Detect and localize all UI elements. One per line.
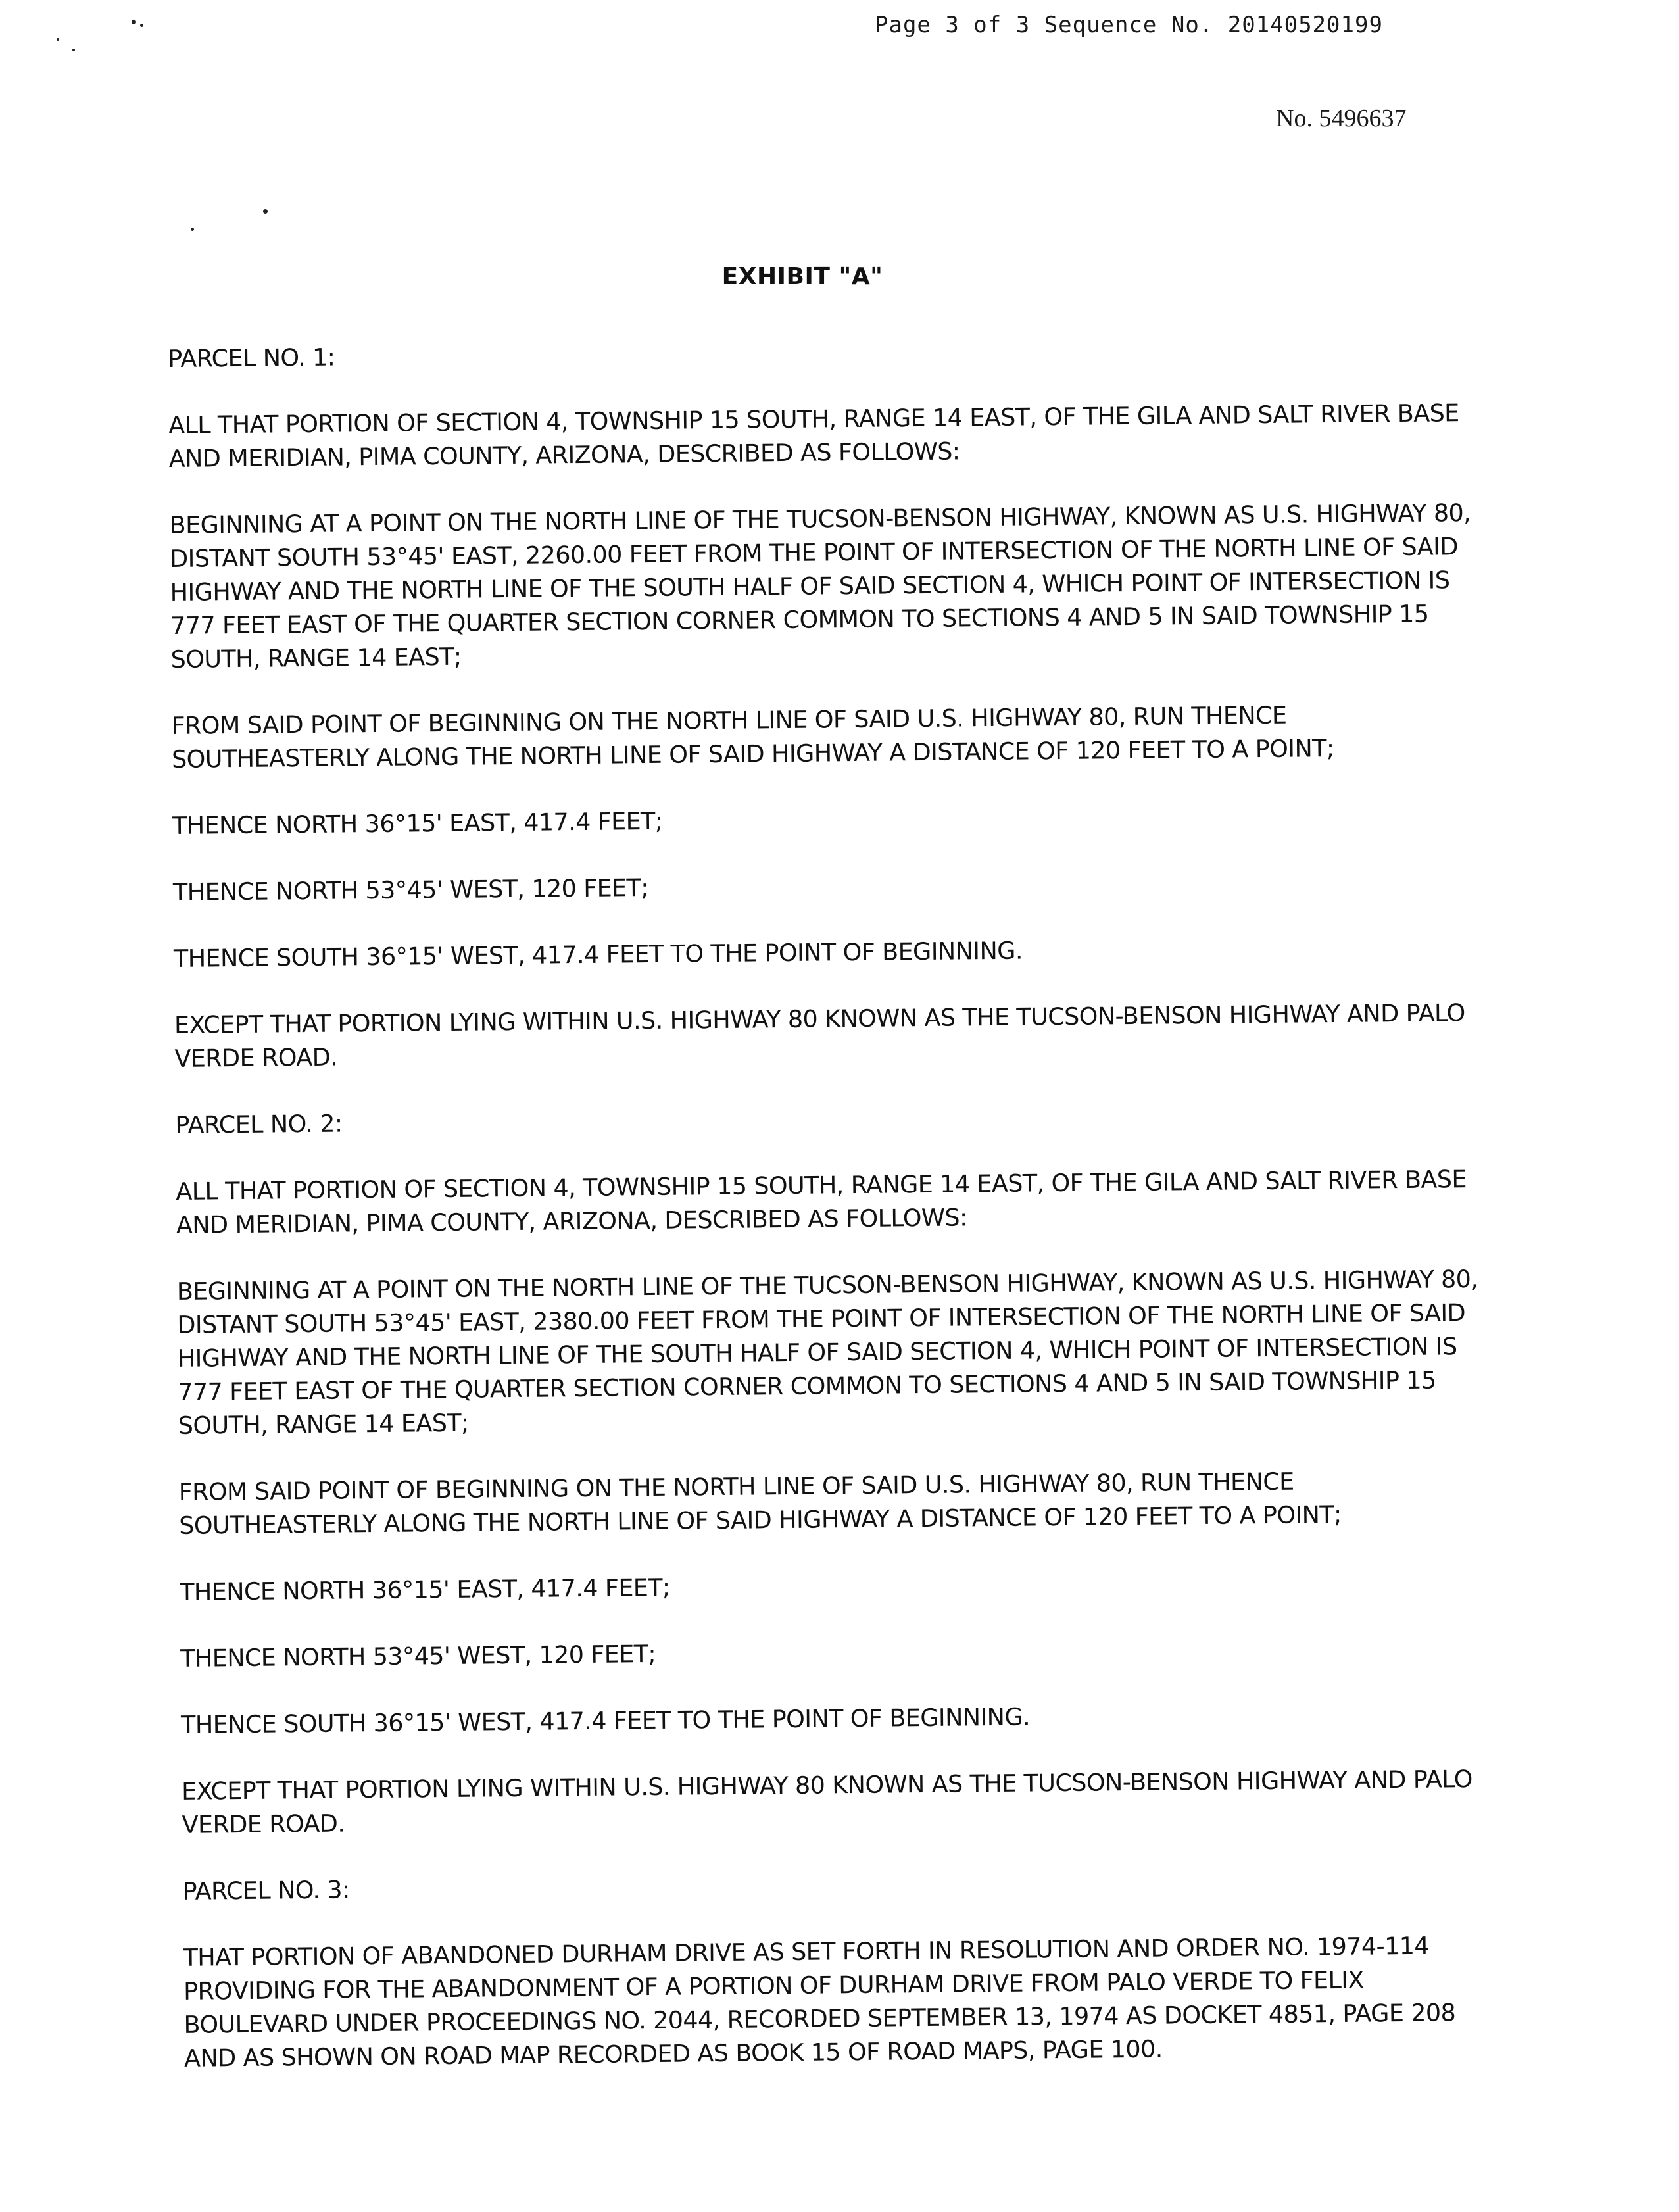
scan-speck xyxy=(72,49,75,51)
parcel-paragraph: THENCE NORTH 36°15' EAST, 417.4 FEET; xyxy=(180,1573,670,1606)
parcel-paragraph: THENCE NORTH 36°15' EAST, 417.4 FEET; xyxy=(172,806,663,840)
scan-speck xyxy=(263,209,268,214)
parcel-paragraph: EXCEPT THAT PORTION LYING WITHIN U.S. HIGHWAY 80 KNOWN AS THE TUCSON-BENSON HIGHWAY AND PALO VERDE ROAD. xyxy=(174,998,1465,1073)
scan-speck xyxy=(132,20,136,24)
legal-description xyxy=(168,330,1487,2108)
scan-speck xyxy=(140,24,143,27)
parcel-paragraph: THENCE SOUTH 36°15' WEST, 417.4 FEET TO THE POINT OF BEGINNING. xyxy=(173,936,1023,973)
document-number: No. 5496637 xyxy=(1276,105,1407,132)
parcel-heading: PARCEL NO. 2: xyxy=(175,1109,343,1139)
parcel-heading: PARCEL NO. 3: xyxy=(182,1875,350,1905)
page-sequence-header: Page 3 of 3 Sequence No. 20140520199 xyxy=(875,12,1383,38)
parcel-paragraph: ALL THAT PORTION OF SECTION 4, TOWNSHIP 15 SOUTH, RANGE 14 EAST, OF THE GILA AND SALT RIVER BASE AND MERIDIAN, PIMA COUNTY, ARIZONA, DESCRIBED AS FOLLOWS: xyxy=(168,399,1459,473)
parcel-paragraph: EXCEPT THAT PORTION LYING WITHIN U.S. HIGHWAY 80 KNOWN AS THE TUCSON-BENSON HIGHWAY AND PALO VERDE ROAD. xyxy=(181,1765,1473,1839)
parcel-paragraph: FROM SAID POINT OF BEGINNING ON THE NORTH LINE OF SAID U.S. HIGHWAY 80, RUN THENCE SOUTHEASTERLY ALONG THE NORTH LINE OF SAID HIGHWAY A DISTANCE OF 120 FEET TO A POINT; xyxy=(171,700,1334,774)
parcel-paragraph: THENCE SOUTH 36°15' WEST, 417.4 FEET TO THE POINT OF BEGINNING. xyxy=(180,1702,1031,1739)
parcel-paragraph: THENCE NORTH 53°45' WEST, 120 FEET; xyxy=(180,1639,656,1673)
exhibit-title: EXHIBIT "A" xyxy=(721,263,883,290)
parcel-paragraph: ALL THAT PORTION OF SECTION 4, TOWNSHIP 15 SOUTH, RANGE 14 EAST, OF THE GILA AND SALT RIVER BASE AND MERIDIAN, PIMA COUNTY, ARIZONA, DESCRIBED AS FOLLOWS: xyxy=(176,1165,1467,1239)
parcel-paragraph: BEGINNING AT A POINT ON THE NORTH LINE OF THE TUCSON-BENSON HIGHWAY, KNOWN AS U.S. HIGHWAY 80, DISTANT SOUTH 53°45' EAST, 2260.00 FEET FROM THE POINT OF INTERSECTION OF THE NORTH LINE OF SAID HIGHWAY AND THE NORTH LINE OF THE SOUTH HALF OF SAID SECTION 4, WHICH POINT OF INTERSECTION IS 777 FEET EAST OF THE QUARTER SECTION CORNER COMMON TO SECTIONS 4 AND 5 IN SAID TOWNSHIP 15 SOUTH, RANGE 14 EAST; xyxy=(169,498,1471,674)
scan-speck xyxy=(57,38,59,41)
parcel-paragraph: FROM SAID POINT OF BEGINNING ON THE NORTH LINE OF SAID U.S. HIGHWAY 80, RUN THENCE SOUTHEASTERLY ALONG THE NORTH LINE OF SAID HIGHWAY A DISTANCE OF 120 FEET TO A POINT; xyxy=(178,1467,1342,1540)
scan-speck xyxy=(191,228,194,231)
parcel-paragraph: THAT PORTION OF ABANDONED DURHAM DRIVE AS SET FORTH IN RESOLUTION AND ORDER NO. 1974-114 PROVIDING FOR THE ABANDONMENT OF A PORTION OF DURHAM DRIVE FROM PALO VERDE TO FELIX BOULEVARD UNDER PROCEEDINGS NO. 2044, RECORDED SEPTEMBER 13, 1974 AS DOCKET 4851, PAGE 208 AND AS SHOWN ON ROAD MAP RECORDED AS BOOK 15 OF ROAD MAPS, PAGE 100. xyxy=(183,1931,1456,2073)
parcel-paragraph: BEGINNING AT A POINT ON THE NORTH LINE OF THE TUCSON-BENSON HIGHWAY, KNOWN AS U.S. HIGHWAY 80, DISTANT SOUTH 53°45' EAST, 2380.00 FEET FROM THE POINT OF INTERSECTION OF THE NORTH LINE OF SAID HIGHWAY AND THE NORTH LINE OF THE SOUTH HALF OF SAID SECTION 4, WHICH POINT OF INTERSECTION IS 777 FEET EAST OF THE QUARTER SECTION CORNER COMMON TO SECTIONS 4 AND 5 IN SAID TOWNSHIP 15 SOUTH, RANGE 14 EAST; xyxy=(176,1264,1478,1440)
parcel-paragraph: THENCE NORTH 53°45' WEST, 120 FEET; xyxy=(172,873,649,906)
parcel-heading: PARCEL NO. 1: xyxy=(168,343,335,373)
